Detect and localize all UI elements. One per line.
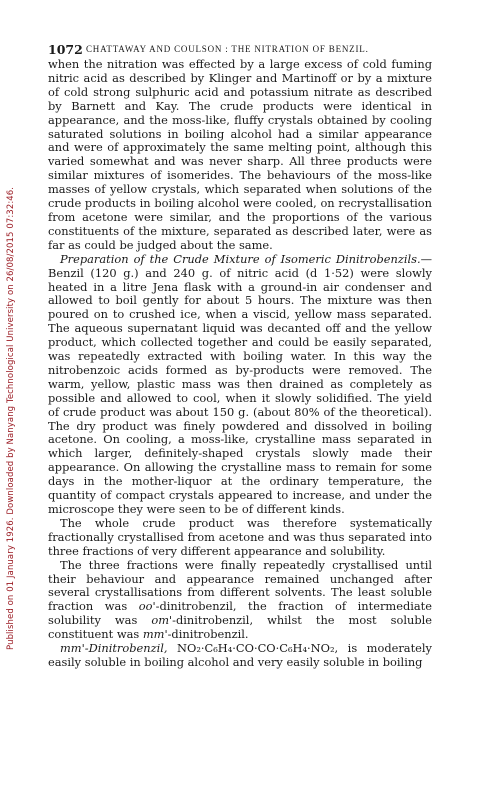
page-number: 1072: [48, 42, 83, 57]
publication-notice: Published on 01 January 1926. Downloaded by Nanyang Technological University on 26/08/2015 07:32:46.: [6, 186, 16, 650]
page-content: [48, 42, 432, 670]
chemical-formula: NO₂·C₆H₄·CO·CO·C₆H₄·NO₂,: [177, 641, 339, 656]
paragraph-preparation: [48, 253, 432, 517]
section-heading-mm-dinitrobenzil: mm'-Dinitrobenzil,: [60, 641, 168, 656]
running-header: [48, 42, 432, 58]
preparation-text: Benzil (120 g.) and 240 g. of nitric acid (d 1·52) were slowly heated in a litre Jena flask with a ground-in air condenser and allowed to boil gently for about 5 hours. The mixture was then poured on to crushed ice, when a viscid, yellow mass separated. The aqueous supernatant liquid was decanted off and the yellow product, which collected together and could be easily separated, was repeatedly extracted with boiling water. In this way the nitrobenzoic acids formed as by-products were removed. The warm, yellow, plastic mass was then drained as completely as possible and allowed to cool, when it slowly solidified. The yield of crude product was about 150 g. (about 80% of the theoretical). The dry product was finely powdered and dissolved in boiling acetone. On cooling, a moss-like, crystalline mass separated in which larger, definitely-shaped crystals slowly made their appearance. On allowing the crystalline mass to remain for some days in the mother-liquor at the ordinary temperature, the quantity of compact crystals appeared to increase, and under the microscope they were seen to be of different kinds.: [48, 265, 432, 516]
isomer-oo: oo': [138, 599, 156, 614]
paragraph-nitration-comparison: when the nitration was effected by a large excess of cold fuming nitric acid as described by Klinger and Martinoff or by a mixture of cold strong sulphuric acid and potassium nitrate as described by Barnett and Kay. The crude products were identical in appearance, and the moss-like, fluffy crystals obtained by cooling saturated solutions in boiling alcohol had a similar appearance and were of approximately the same melting point, although this varied somewhat and was never sharp. All three products were similar mixtures of isomerides. The behaviours of the moss-like masses of yellow crystals, which separated when solutions of the crude products in boiling alcohol were cooled, on recrystallisation from acetone were similar, and the proportions of the various constituents of the mixture, separated as described later, were as far as could be judged about the same.: [48, 57, 432, 252]
running-title: CHATTAWAY AND COULSON : THE NITRATION OF BENZIL.: [86, 44, 369, 54]
paragraph-fractional-crystallisation: The whole crude product was therefore systematically fractionally crystallised from acetone and was thus separated into three fractions of very different appearance and solubility.: [48, 515, 432, 558]
isomer-om: om': [151, 613, 173, 628]
fractions-text-d: -dinitrobenzil.: [167, 627, 249, 642]
publication-sidebar: [0, 0, 22, 792]
fractions-text-b: -dinitrobenzil, the fraction of intermediate solubility was: [48, 599, 432, 628]
paragraph-fractions: [48, 559, 432, 642]
section-heading-preparation: Preparation of the Crude Mixture of Isomeric Dinitrobenzils.—: [60, 251, 432, 266]
fractions-text-a: The three fractions were finally repeatedly crystallised until their behaviour and appearance remained unchanged after several crystallisations from different solvents. The least soluble fraction was: [48, 557, 432, 614]
paragraph-mm-dinitrobenzil: [48, 642, 432, 670]
article-body: [48, 58, 432, 670]
isomer-mm: mm': [142, 627, 168, 642]
mm-dinitrobenzil-text: is moderately easily soluble in boiling alcohol and very easily soluble in boiling: [48, 641, 432, 669]
fractions-text-c: -dinitrobenzil, whilst the most soluble constituent was: [48, 613, 433, 642]
